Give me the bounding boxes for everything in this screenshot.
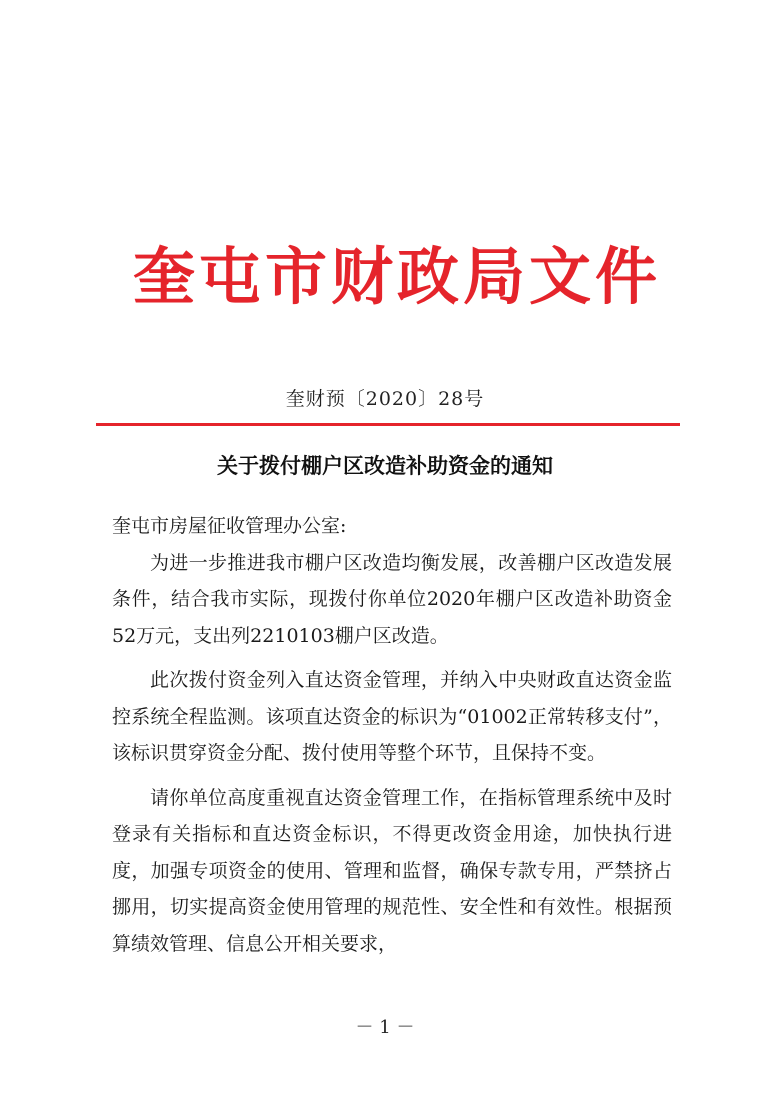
document-number: 奎财预〔2020〕28号 [285, 388, 485, 410]
paragraph: 为进一步推进我市棚户区改造均衡发展，改善棚户区改造发展条件，结合我市实际，现拨付你单位2020年棚户区改造补助资金52万元，支出列2210103棚户区改造。 [112, 551, 672, 647]
red-divider-line [96, 423, 680, 426]
document-body [112, 508, 672, 970]
paragraph: 请你单位高度重视直达资金管理工作，在指标管理系统中及时登录有关指标和直达资金标识，不得更改资金用途，加快执行进度，加强专项资金的使用、管理和监督，确保专款专用，严禁挤占挪用，切实提高资金使用管理的规范性、安全性和有效性。根据预算绩效管理、信息公开相关要求， [112, 786, 672, 955]
paragraph: 此次拨付资金列入直达资金管理，并纳入中央财政直达资金监控系统全程监测。该项直达资金的标识为“01002正常转移支付”，该标识贯穿资金分配、拨付使用等整个环节，且保持不变。 [112, 669, 672, 764]
page-number: － 1 － [355, 1017, 415, 1038]
notice-title: 关于拨付棚户区改造补助资金的通知 [217, 453, 553, 478]
issuer-header: 奎屯市财政局文件 [132, 240, 661, 313]
salutation: 奎屯市房屋征收管理办公室: [112, 515, 347, 537]
